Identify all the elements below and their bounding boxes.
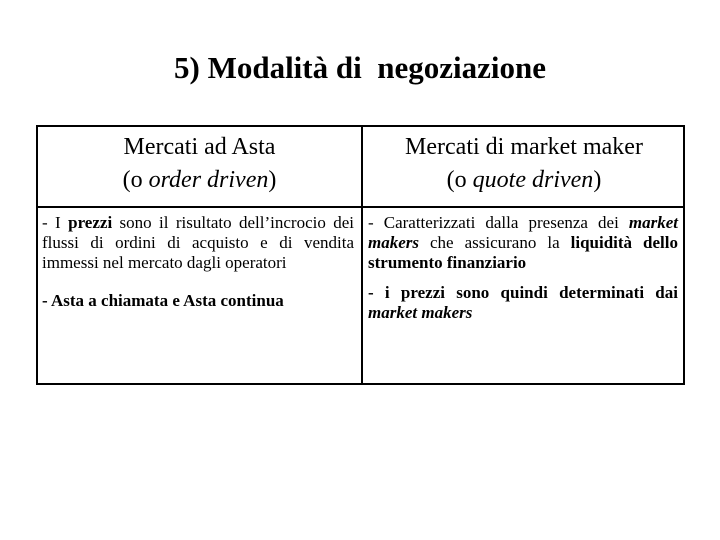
slide-title: 5) Modalità di negoziazione xyxy=(174,50,546,85)
order-driven-term: order driven xyxy=(148,167,269,193)
market-maker-prices-paragraph: - i prezzi sono quindi determinati dai market makers xyxy=(368,283,678,322)
header-market-maker-markets xyxy=(363,131,685,197)
prezzi-term: prezzi xyxy=(68,213,113,232)
header-divider xyxy=(38,206,683,208)
header-auction-line2: (o order driven) xyxy=(122,167,277,193)
quote-driven-term: quote driven xyxy=(472,167,594,193)
header-market-maker-line1: Mercati di market maker xyxy=(405,134,643,160)
market-makers-term-2: market makers xyxy=(368,303,473,322)
auction-prices-paragraph: - I prezzi sono il risultato dell’incrocio dei flussi di ordini di acquisto e di vendita immessi nel mercato dagli operatori xyxy=(42,213,354,272)
liquidity-term: liquidità dello strumento finanziario xyxy=(368,233,678,272)
header-auction-line1: Mercati ad Asta xyxy=(123,134,276,160)
auction-types-paragraph: - Asta a chiamata e Asta continua xyxy=(42,291,284,310)
market-makers-term: market makers xyxy=(368,213,678,252)
market-maker-presence-paragraph: - Caratterizzati dalla presenza dei market makers che assicurano la liquidità dello strumento finanziario xyxy=(368,213,678,272)
auction-description xyxy=(42,213,354,311)
header-auction-markets xyxy=(38,131,361,197)
comparison-table xyxy=(36,125,685,385)
market-maker-description xyxy=(368,213,678,323)
header-market-maker-line2: (o quote driven) xyxy=(446,167,602,193)
